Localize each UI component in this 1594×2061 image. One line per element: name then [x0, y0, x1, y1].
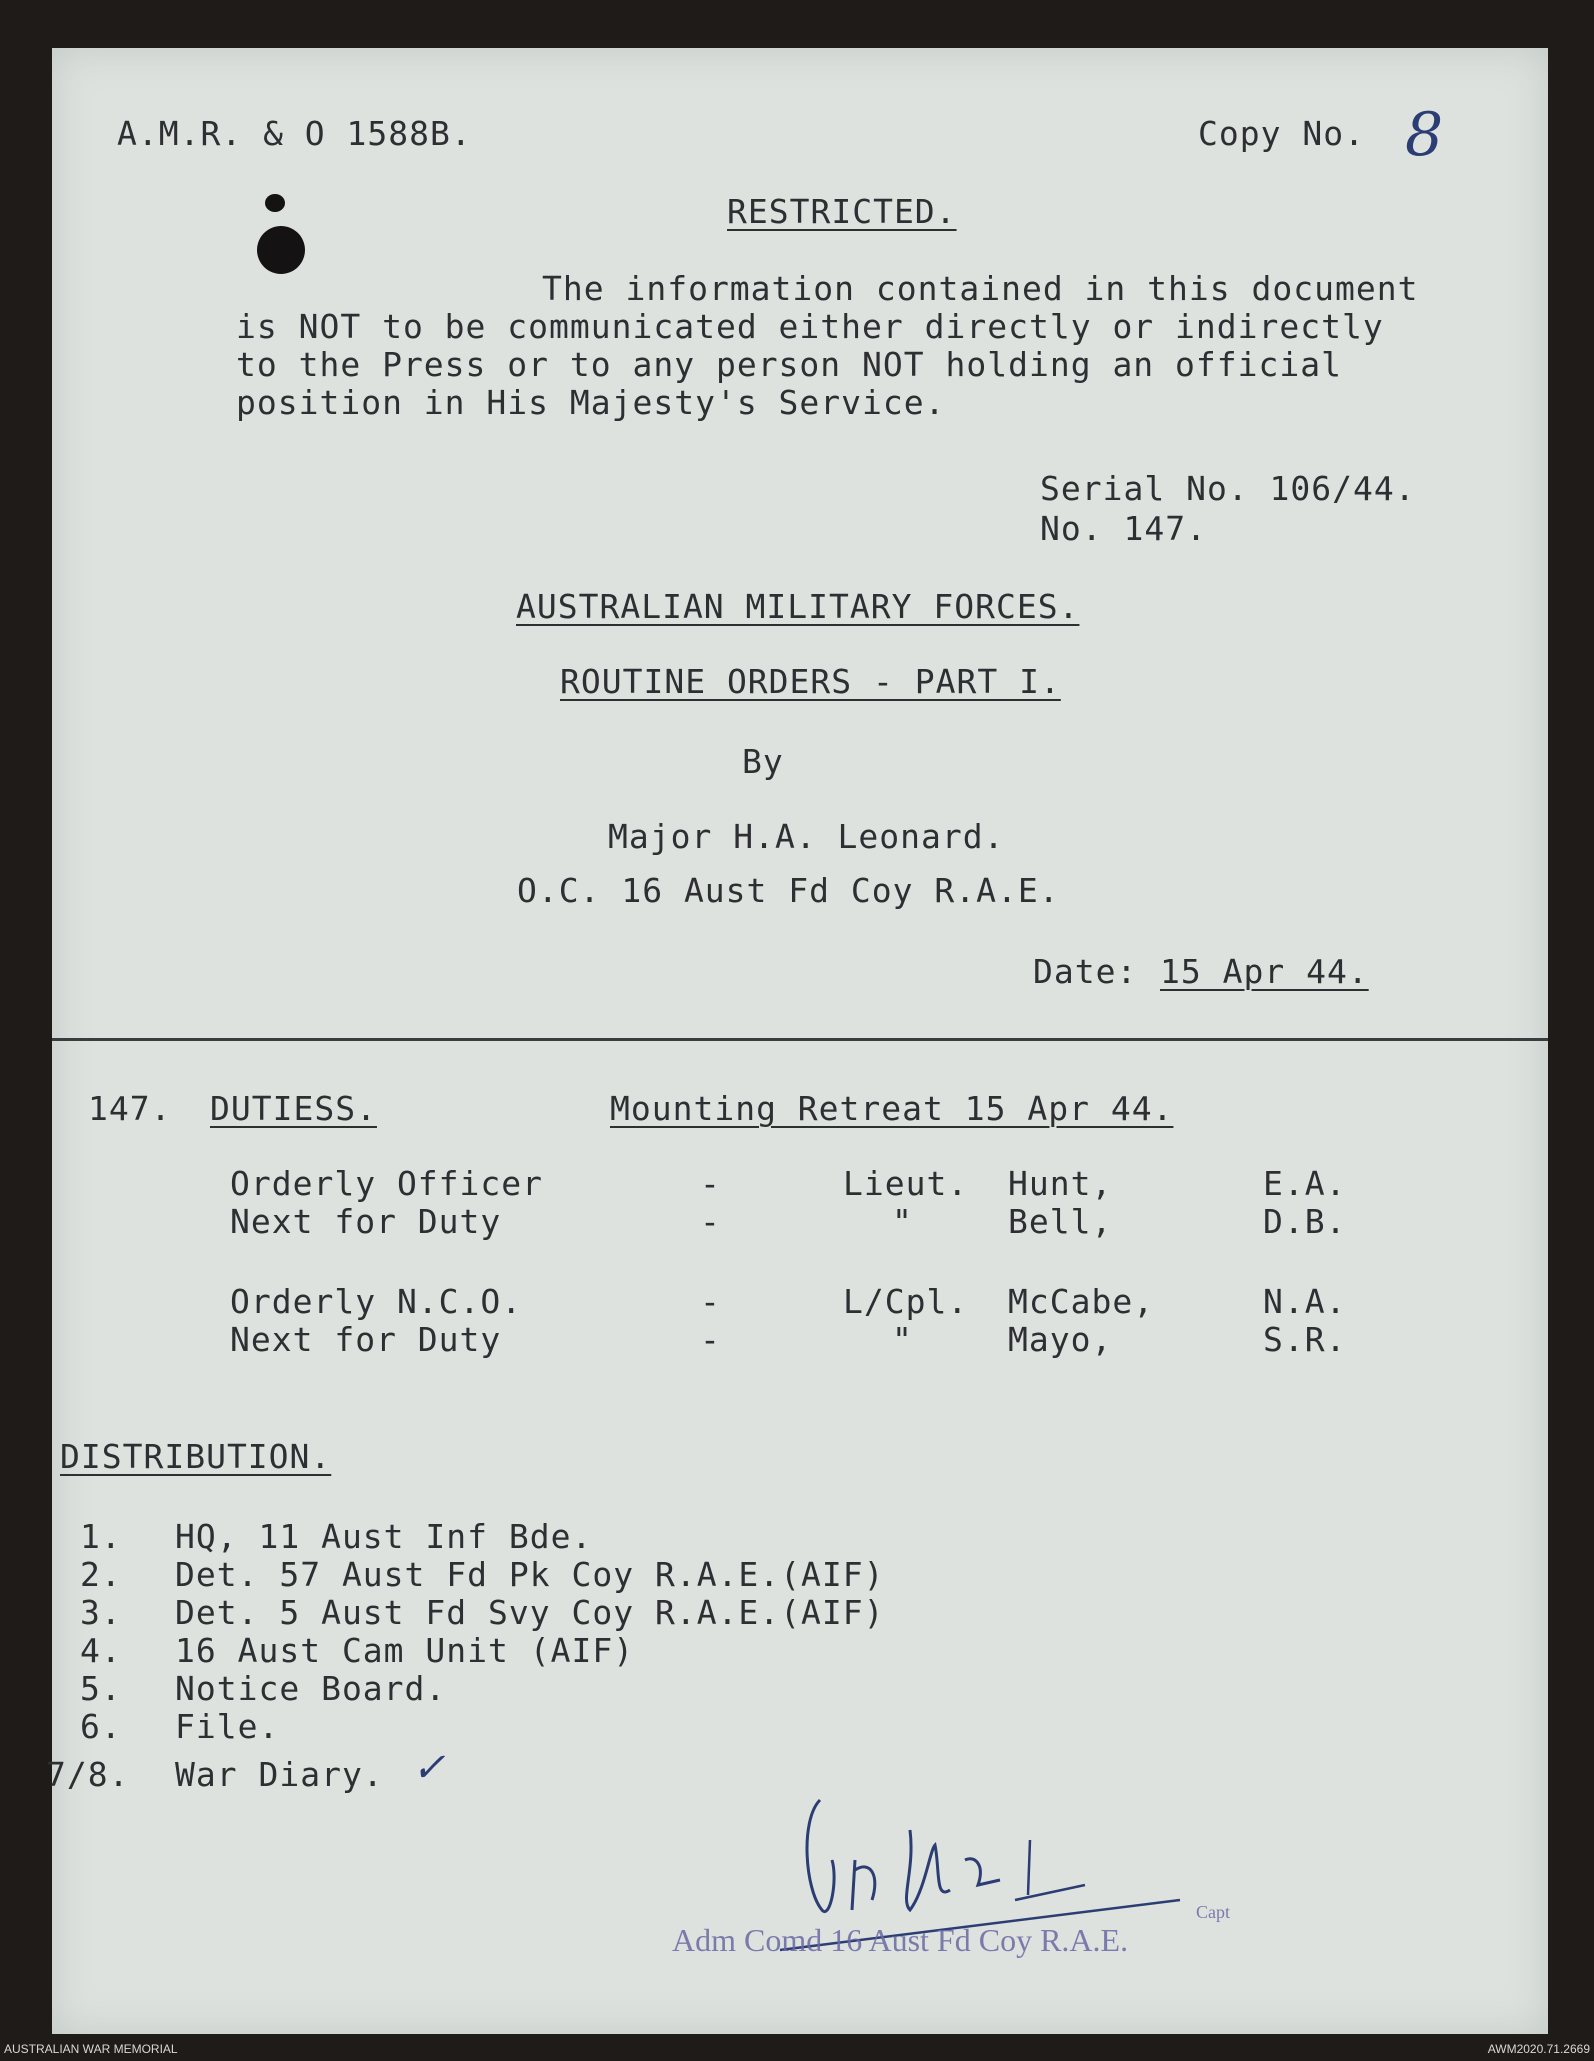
- distribution-item: 16 Aust Cam Unit (AIF): [175, 1631, 635, 1670]
- unit-name: O.C. 16 Aust Fd Coy R.A.E.: [517, 871, 1060, 910]
- serial-number: Serial No. 106/44.: [1040, 469, 1416, 508]
- copy-label: Copy No.: [1198, 114, 1365, 153]
- divider: [52, 1038, 1548, 1041]
- tick-mark: ✓: [412, 1745, 446, 1791]
- file-reference: A.M.R. & O 1588B.: [117, 114, 472, 153]
- duty-role: Orderly N.C.O.: [230, 1282, 523, 1321]
- punch-hole: [265, 194, 285, 212]
- duty-initials: S.R.: [1263, 1320, 1347, 1359]
- copy-number: 8: [1405, 100, 1444, 170]
- restricted-line: The information contained in this document: [542, 269, 1419, 308]
- duty-dash: -: [700, 1202, 721, 1241]
- distribution-item: Notice Board.: [175, 1669, 447, 1708]
- distribution-number: 4.: [80, 1631, 122, 1670]
- distribution-item: Det. 57 Aust Fd Pk Coy R.A.E.(AIF): [175, 1555, 885, 1594]
- forces-title: AUSTRALIAN MILITARY FORCES.: [516, 587, 1080, 626]
- duty-dash: -: [700, 1282, 721, 1321]
- duties-number: 147.: [88, 1089, 172, 1128]
- duty-rank: L/Cpl.: [843, 1282, 969, 1321]
- restricted-line: is NOT to be communicated either directly or indirectly: [236, 307, 1384, 346]
- distribution-item: War Diary.: [175, 1755, 384, 1794]
- punch-hole: [257, 226, 305, 274]
- duty-dash: -: [700, 1320, 721, 1359]
- footer-right: AWM2020.71.2669: [1487, 2042, 1590, 2056]
- distribution-number: 1.: [80, 1517, 122, 1556]
- distribution-number: 2.: [80, 1555, 122, 1594]
- restricted-line: position in His Majesty's Service.: [236, 383, 946, 422]
- orders-title: ROUTINE ORDERS - PART I.: [560, 662, 1061, 701]
- distribution-number: 7/8.: [46, 1755, 130, 1794]
- distribution-number: 6.: [80, 1707, 122, 1746]
- duty-name: Mayo,: [1008, 1320, 1113, 1359]
- order-number: No. 147.: [1040, 509, 1207, 548]
- duty-name: McCabe,: [1008, 1282, 1155, 1321]
- duty-role: Next for Duty: [230, 1202, 502, 1241]
- unit-stamp: Adm Comd 16 Aust Fd Coy R.A.E.: [672, 1922, 1129, 1958]
- by-label: By: [742, 742, 784, 781]
- restricted-line: to the Press or to any person NOT holding an official: [236, 345, 1342, 384]
- duty-dash: -: [700, 1164, 721, 1203]
- duty-initials: E.A.: [1263, 1164, 1347, 1203]
- officer-name: Major H.A. Leonard.: [608, 817, 1005, 856]
- distribution-number: 3.: [80, 1593, 122, 1632]
- duty-rank: Lieut.: [843, 1164, 969, 1203]
- distribution-item: Det. 5 Aust Fd Svy Coy R.A.E.(AIF): [175, 1593, 885, 1632]
- mounting-line: Mounting Retreat 15 Apr 44.: [610, 1089, 1174, 1128]
- distribution-item: File.: [175, 1707, 280, 1746]
- duties-heading: DUTIESS.: [210, 1089, 377, 1128]
- duty-name: Hunt,: [1008, 1164, 1113, 1203]
- duty-role: Orderly Officer: [230, 1164, 544, 1203]
- stamp-rank: Capt: [1196, 1902, 1230, 1922]
- date-label: Date:: [1033, 952, 1138, 991]
- restricted-title: RESTRICTED.: [727, 192, 957, 231]
- date-value: 15 Apr 44.: [1160, 952, 1369, 991]
- duty-name: Bell,: [1008, 1202, 1113, 1241]
- duty-rank: ": [892, 1202, 913, 1241]
- duty-initials: N.A.: [1263, 1282, 1347, 1321]
- footer-left: AUSTRALIAN WAR MEMORIAL: [4, 2042, 178, 2056]
- duty-initials: D.B.: [1263, 1202, 1347, 1241]
- distribution-number: 5.: [80, 1669, 122, 1708]
- distribution-heading: DISTRIBUTION.: [60, 1437, 332, 1476]
- duty-role: Next for Duty: [230, 1320, 502, 1359]
- distribution-item: HQ, 11 Aust Inf Bde.: [175, 1517, 593, 1556]
- duty-rank: ": [892, 1320, 913, 1359]
